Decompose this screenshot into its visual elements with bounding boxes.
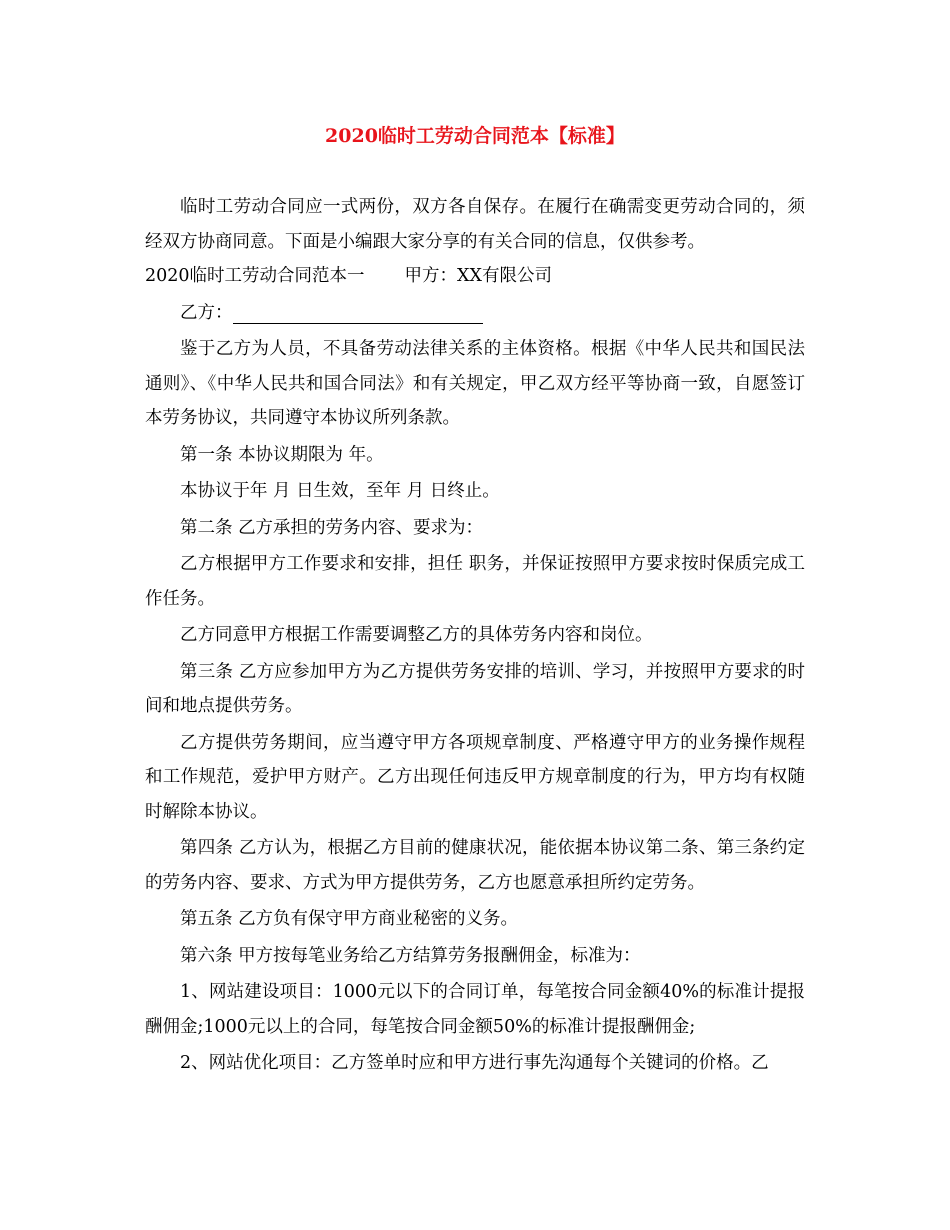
paragraph-article-1 xyxy=(145,438,805,473)
paragraph-intro xyxy=(145,190,805,259)
article-2-adjust-text: 乙方同意甲方根据工作需要调整乙方的具体劳务内容和岗位。 xyxy=(180,625,653,645)
paragraph-article-2 xyxy=(145,511,805,546)
document-body xyxy=(145,190,805,1083)
paragraph-recital xyxy=(145,332,805,436)
party-a: 甲方：XX有限公司 xyxy=(404,266,552,286)
article-5-text: 第五条 乙方负有保守甲方商业秘密的义务。 xyxy=(180,909,519,929)
item-2-text: 2、网站优化项目：乙方签单时应和甲方进行事先沟通每个关键词的价格。乙 xyxy=(180,1053,769,1073)
paragraph-item-2 xyxy=(145,1046,805,1081)
article-1-text: 第一条 本协议期限为 年。 xyxy=(180,444,384,465)
paragraph-article-6 xyxy=(145,939,805,974)
paragraph-article-3-rules xyxy=(145,726,805,830)
article-4-text: 第四条 乙方认为，根据乙方目前的健康状况，能依据本协议第二条、第三条约定的劳务内容、要求、方式为甲方提供劳务，乙方也愿意承担所约定劳务。 xyxy=(145,838,805,893)
paragraph-article-2-duty xyxy=(145,547,805,616)
item-1-text: 1、网站建设项目：1000元以下的合同订单，每笔按合同金额40%的标准计提报酬佣金;1000元以上的合同，每笔按合同金额50%的标准计提报酬佣金; xyxy=(145,982,805,1037)
paragraph-article-2-adjust xyxy=(145,618,805,653)
intro-text: 临时工劳动合同应一式两份，双方各自保存。在履行在确需变更劳动合同的，须经双方协商同意。下面是小编跟大家分享的有关合同的信息，仅供参考。 xyxy=(145,197,805,252)
article-6-text: 第六条 甲方按每笔业务给乙方结算劳务报酬佣金，标准为： xyxy=(180,945,641,966)
recital-text: 鉴于乙方为人员，不具备劳动法律关系的主体资格。根据《中华人民共和国民法通则》、《中华人民共和国合同法》和有关规定，甲乙双方经平等协商一致，自愿签订本劳务协议，共同遵守本协议所列条款。 xyxy=(145,339,805,428)
party-b-blank-line xyxy=(233,301,483,324)
party-b-label: 乙方： xyxy=(180,302,233,323)
paragraph-article-5 xyxy=(145,902,805,937)
article-2-duty-text: 乙方根据甲方工作要求和安排，担任 职务，并保证按照甲方要求按时保质完成工作任务。 xyxy=(145,554,805,609)
article-3-rules-text: 乙方提供劳务期间，应当遵守甲方各项规章制度、严格遵守甲方的业务操作规程和工作规范，爱护甲方财产。乙方出现任何违反甲方规章制度的行为，甲方均有权随时解除本协议。 xyxy=(145,732,805,822)
document-title: 2020临时工劳动合同范本【标准】 xyxy=(325,125,625,147)
paragraph-article-4 xyxy=(145,831,805,900)
contract-title: 2020临时工劳动合同范本一 xyxy=(145,266,365,286)
article-1-term-text: 本协议于年 月 日生效，至年 月 日终止。 xyxy=(180,481,500,501)
paragraph-item-1 xyxy=(145,975,805,1044)
article-3-text: 第三条 乙方应参加甲方为乙方提供劳务安排的培训、学习，并按照甲方要求的时间和地点提供劳务。 xyxy=(145,661,805,716)
article-2-text: 第二条 乙方承担的劳务内容、要求为： xyxy=(180,517,484,538)
paragraph-party-b xyxy=(145,296,805,331)
paragraph-article-3 xyxy=(145,655,805,724)
paragraph-article-1-term xyxy=(145,474,805,509)
paragraph-contract-heading xyxy=(145,259,805,294)
